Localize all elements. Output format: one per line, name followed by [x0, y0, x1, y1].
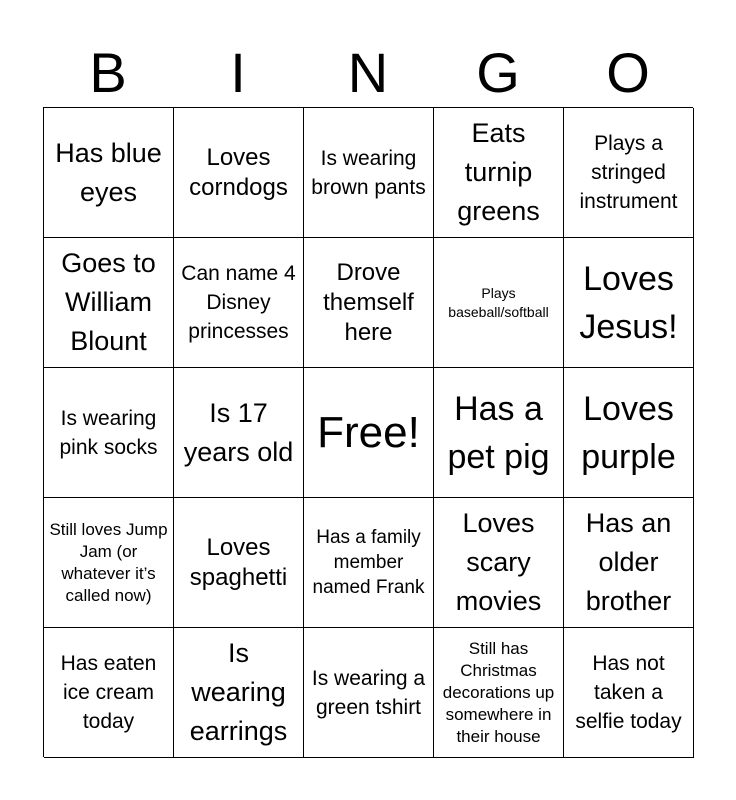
bingo-cell[interactable] [44, 628, 174, 758]
cell-text: Drove themself here [323, 258, 414, 346]
bingo-cell[interactable] [564, 498, 694, 628]
cell-text: Plays baseball/softball [448, 284, 549, 320]
free-space-cell[interactable] [304, 368, 434, 498]
bingo-cell[interactable] [564, 108, 694, 238]
bingo-cell[interactable] [44, 238, 174, 368]
bingo-cell[interactable] [174, 498, 304, 628]
bingo-cell[interactable] [434, 498, 564, 628]
bingo-cell[interactable] [44, 498, 174, 628]
cell-text: Has eaten ice cream today [60, 652, 157, 733]
cell-text: Has a family member named Frank [312, 527, 425, 598]
cell-text: Has blue eyes [55, 137, 162, 207]
cell-text: Loves spaghetti [189, 533, 288, 591]
bingo-cell[interactable] [174, 238, 304, 368]
cell-text: Eats turnip greens [457, 118, 540, 226]
cell-text: Can name 4 Disney princesses [181, 262, 296, 343]
header-letter-n: N [347, 41, 389, 104]
cell-text: Has an older brother [585, 508, 672, 616]
cell-text: Still loves Jump Jam (or whatever it’s called now) [49, 519, 168, 605]
cell-text: Loves scary movies [455, 508, 542, 616]
bingo-cell[interactable] [434, 628, 564, 758]
cell-text: Is 17 years old [183, 397, 294, 467]
cell-text: Is wearing brown pants [311, 146, 426, 199]
bingo-cell[interactable] [174, 628, 304, 758]
bingo-cell[interactable] [44, 108, 174, 238]
cell-text: Loves Jesus! [579, 259, 678, 346]
bingo-grid [43, 107, 693, 757]
bingo-cell[interactable] [434, 108, 564, 238]
bingo-cell[interactable] [564, 368, 694, 498]
cell-text: Is wearing earrings [189, 638, 288, 746]
bingo-cell[interactable] [434, 368, 564, 498]
cell-text: Has a pet pig [447, 389, 550, 476]
bingo-cell[interactable] [304, 108, 434, 238]
header-letter-g: G [476, 41, 520, 104]
bingo-cell[interactable] [304, 628, 434, 758]
bingo-cell[interactable] [564, 628, 694, 758]
cell-text: Is wearing pink socks [59, 406, 158, 459]
cell-text: Plays a stringed instrument [579, 132, 678, 213]
cell-text: Loves purple [581, 389, 676, 476]
bingo-cell[interactable] [434, 238, 564, 368]
bingo-cell[interactable] [304, 238, 434, 368]
cell-text: Still has Christmas decorations up somewhere in their house [442, 638, 555, 746]
bingo-header [43, 40, 693, 106]
cell-text: Goes to William Blount [61, 248, 156, 356]
header-letter-o: O [606, 41, 650, 104]
cell-text: Loves corndogs [189, 143, 288, 201]
bingo-cell[interactable] [174, 108, 304, 238]
bingo-cell[interactable] [564, 238, 694, 368]
cell-text: Has not taken a selfie today [575, 652, 682, 733]
bingo-cell[interactable] [44, 368, 174, 498]
bingo-cell[interactable] [174, 368, 304, 498]
header-letter-i: I [230, 41, 246, 104]
header-letter-b: B [89, 41, 127, 104]
cell-text: Is wearing a green tshirt [311, 666, 426, 719]
free-space-text: Free! [317, 407, 420, 457]
bingo-cell[interactable] [304, 498, 434, 628]
